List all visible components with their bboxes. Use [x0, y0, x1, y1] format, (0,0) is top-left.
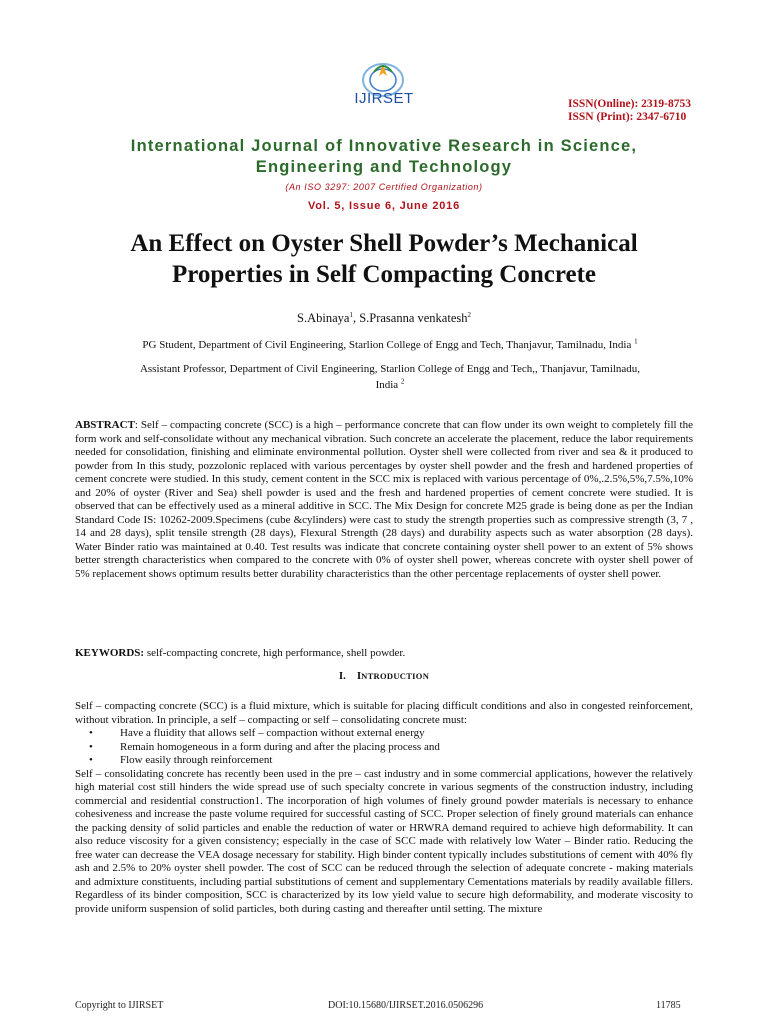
abstract-text: : Self – compacting concrete (SCC) is a high – performance concrete that can flow under its own weight to completely fill the form work and self-consolidate without any mechanical vibration. Such concrete an accelerate the placement, reduce the labor requirements needed for consolidation, finishing and eliminate environmental pollution. Oyster shell were collected from river and sea & it produced to powder from In this study, pozzolonic replaced with various percentages by oyster shell powder and the fresh and hardened properties of cement concrete were studied. In this study, cement content in the SCC mix is replaced with various percentage of 0%,.2.5%,5%,7.5%,10% and 20% of oyster (River and Sea) shell powder is used and the fresh and hardened properties of cement concrete were studied. It is observed that can be effectively used as a mineral additive in SCC. The Mix Design for concrete M25 grade is being done as per the Indian Standard Code IS: 10262-2009.Specimens (cube &cylinders) were cast to study the strength properties such as compressive strength (3, 7 , 14 and 28 days), split tensile strength (28 days), Flexural Strength (28 days) and durability aspects such as water absorption (28 days). Water Binder ratio was maintained at 0.40. Test results was indicate that concrete containing oyster shell power to an extent of 5% shows better strength characteristics when compared to the concrete with 0% of oyster shell power, whereas concrete with oyster shell power of 5% replacement shows optimum results better durability characteristics than the other percentage replacements of oyster shell power.: [75, 419, 693, 580]
introduction-body: [75, 700, 693, 916]
keywords-label: KEYWORDS:: [75, 647, 145, 659]
keywords-text: self-compacting concrete, high performance, shell powder.: [144, 647, 406, 659]
list-item: [75, 741, 693, 755]
affiliation-text: PG Student, Department of Civil Engineering, Starlion College of Engg and Tech, Thanjavur, Tamilnadu, India: [142, 339, 632, 351]
author-list: [60, 311, 708, 326]
introduction-paragraph: Self – consolidating concrete has recently been used in the pre – cast industry and in some commercial applications, however the relatively high material cost still hinders the wide spread use of such specialty concrete in various segments of the construction industry, including commercial and residential construction1. The incorporation of high volumes of finely ground powder materials is necessary to enhance cohesiveness and increase the paste volume required for successful casting of SCC. Proper selection of finely ground materials can enhance the packing density of solid particles and enable the reduction of water or HRWRA demand required to achieve high deformability. It can also reduce viscosity for a given consistency; especially in the case of SCC made with relatively low Water – Binder ratio. Reducing the free water can decrease the VEA dosage necessary for stability. High binder content typically includes substitutions of cement with 40% fly ash and 2.5% to 20% oyster shell powder. The cost of SCC can be reduced through the selection of adequate concrete - making materials and admixture constituents, including partial substitutions of cement and supplementary Cementations materials by readily available fillers. Regardless of its binder composition, SCC is characterized by its low yield value to secure high deformability, and moderate viscosity to provide uniform suspension of solid particles, both during casting and thereafter until setting. The mixture: [75, 767, 693, 915]
paper-title-line1: An Effect on Oyster Shell Powder’s Mechanical: [130, 230, 638, 257]
issn-online: ISSN(Online): 2319-8753: [568, 98, 691, 110]
certification-note: (An ISO 3297: 2007 Certified Organization): [285, 182, 483, 192]
affiliation-text: India: [375, 379, 399, 391]
author-affiliation-mark: 2: [467, 310, 471, 319]
footer-copyright: Copyright to IJIRSET: [75, 1000, 164, 1011]
list-item-text: Have a fluidity that allows self – compaction without external energy: [120, 727, 425, 739]
author-name: S.Prasanna venkatesh: [359, 311, 468, 325]
affiliation-mark: 2: [400, 377, 405, 386]
footer-page-number: 11785: [656, 1000, 681, 1011]
list-item: [75, 727, 693, 741]
journal-name: [60, 136, 708, 178]
author-affiliation-mark: 1: [349, 310, 353, 319]
abstract: [75, 419, 693, 581]
journal-name-line1: International Journal of Innovative Research in Science,: [130, 137, 638, 155]
section-title-initial: I: [356, 670, 362, 682]
logo-text: IJIRSET: [354, 90, 414, 107]
bullet-icon: •: [89, 727, 93, 739]
affiliation-text: Assistant Professor, Department of Civil Engineering, Starlion College of Engg and Tech,, Thanjavur, Tamilnadu,: [139, 363, 641, 375]
list-item: [75, 754, 693, 768]
section-number: I.: [338, 670, 346, 682]
keywords: [75, 647, 693, 661]
author-separator: ,: [352, 311, 360, 325]
author-name: S.Abinaya: [297, 311, 350, 325]
affiliation-mark: 1: [634, 337, 638, 346]
affiliation-2: [90, 361, 690, 393]
volume-issue: Vol. 5, Issue 6, June 2016: [307, 200, 461, 212]
abstract-label: ABSTRACT: [75, 419, 135, 431]
section-title-rest: NTRODUCTION: [361, 671, 430, 681]
paper-title: [60, 228, 708, 290]
bullet-icon: •: [89, 740, 93, 753]
issn-print: ISSN (Print): 2347-6710: [568, 111, 687, 123]
section-heading-introduction: [60, 670, 708, 682]
affiliation-1: [90, 337, 690, 353]
introduction-paragraph: Self – compacting concrete (SCC) is a fluid mixture, which is suitable for placing difficult conditions and also in congested reinforcement, without vibration. In principle, a self – compacting or self – consolidating concrete must:: [75, 700, 693, 726]
list-item-text: Remain homogeneous in a form during and after the placing process and: [120, 740, 440, 753]
footer-doi: DOI:10.15680/IJIRSET.2016.0506296: [328, 1000, 484, 1011]
bullet-icon: •: [89, 754, 93, 766]
journal-name-line2: Engineering and Technology: [255, 158, 513, 176]
requirements-list: [75, 727, 693, 768]
issn-block: [568, 98, 691, 124]
paper-title-line2: Properties in Self Compacting Concrete: [172, 261, 596, 288]
list-item-text: Flow easily through reinforcement: [120, 754, 273, 766]
